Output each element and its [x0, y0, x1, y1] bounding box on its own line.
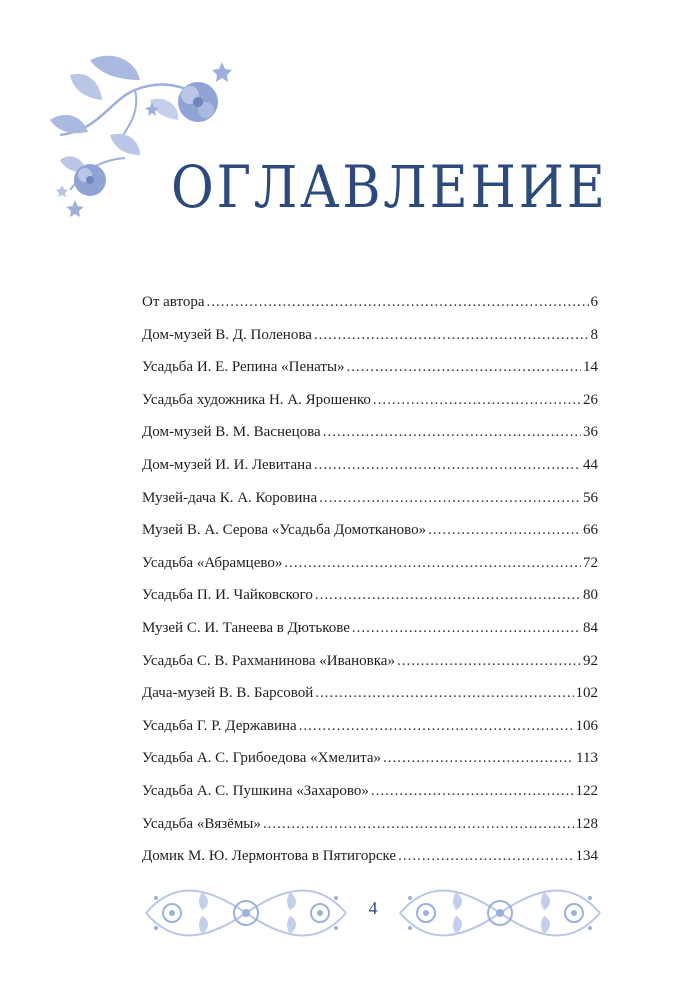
- toc-entry-page: 84: [583, 619, 598, 636]
- toc-entry-label: Усадьба П. И. Чайковского: [142, 587, 313, 604]
- toc-entry: [142, 775, 598, 808]
- toc-entry-label: Музей В. А. Серова «Усадьба Домотканово»: [142, 522, 427, 539]
- folk-ornament-icon: [396, 878, 604, 948]
- toc-entry: [142, 840, 598, 873]
- toc-leader: [314, 319, 589, 352]
- toc-entry: [142, 808, 598, 841]
- toc-entry-page: 80: [583, 587, 598, 604]
- toc-leader: [299, 710, 574, 743]
- toc-leader: [323, 416, 581, 449]
- toc-entry-label: Дом-музей В. Д. Поленова: [142, 326, 312, 343]
- folk-ornament-icon: [142, 878, 350, 948]
- toc-entry-label: Усадьба А. С. Грибоедова «Хмелита»: [142, 750, 382, 767]
- toc-entry-label: Домик М. Ю. Лермонтова в Пятигорске: [142, 848, 397, 865]
- toc-leader: [398, 840, 573, 873]
- toc-entry-page: 134: [575, 848, 598, 865]
- toc-entry-page: 113: [576, 750, 598, 767]
- toc-leader: [371, 775, 574, 808]
- toc-entry-label: Усадьба А. С. Пушкина «Захарово»: [142, 782, 369, 799]
- toc-entry: [142, 579, 598, 612]
- toc-entry-label: Усадьба «Вязёмы»: [142, 815, 261, 832]
- toc-entry: [142, 482, 598, 515]
- toc-entry-label: Усадьба Г. Р. Державина: [142, 717, 297, 734]
- toc-entry: [142, 351, 598, 384]
- toc-leader: [315, 579, 581, 612]
- toc-entry-page: 102: [575, 685, 598, 702]
- toc-leader: [397, 645, 581, 678]
- toc-entry: [142, 384, 598, 417]
- toc-leader: [352, 612, 581, 645]
- toc-entry-page: 72: [583, 554, 598, 571]
- toc-entry: [142, 612, 598, 645]
- toc-leader: [383, 742, 574, 775]
- toc-entry: [142, 710, 598, 743]
- toc-leader: [428, 514, 581, 547]
- toc-entry-label: От автора: [142, 294, 205, 310]
- toc-entry: [142, 645, 598, 678]
- toc-entry-page: 8: [590, 326, 598, 343]
- toc-entry-page: 44: [583, 456, 598, 473]
- toc-leader: [315, 677, 573, 710]
- toc-entry-page: 92: [583, 652, 598, 669]
- toc-leader: [207, 286, 589, 319]
- toc-leader: [319, 482, 581, 515]
- toc-entry-label: Музей-дача К. А. Коровина: [142, 489, 318, 506]
- toc-leader: [314, 449, 581, 482]
- toc-entry-label: Усадьба И. Е. Репина «Пенаты»: [142, 359, 345, 376]
- toc-entry: [142, 547, 598, 580]
- toc-entry-page: 106: [575, 717, 598, 734]
- toc-entry-page: 66: [583, 522, 598, 539]
- page-number: 4: [368, 898, 378, 918]
- toc-entry-label: Дача-музей В. В. Барсовой: [142, 685, 314, 702]
- toc-leader: [284, 547, 581, 580]
- toc-entry-label: Усадьба С. В. Рахманинова «Ивановка»: [142, 652, 395, 669]
- toc-leader: [373, 384, 581, 417]
- toc-entry: [142, 286, 598, 319]
- toc-entry-page: 6: [590, 294, 598, 310]
- toc-entry: [142, 514, 598, 547]
- toc-entry: [142, 416, 598, 449]
- toc-entry-page: 36: [583, 424, 598, 441]
- toc-entry-page: 122: [575, 782, 598, 799]
- toc-entry: [142, 677, 598, 710]
- toc-entry-page: 26: [583, 391, 598, 408]
- toc-entry: [142, 449, 598, 482]
- page-title: ОГЛАВЛЕНИЕ: [171, 153, 608, 221]
- toc-leader: [263, 808, 574, 841]
- table-of-contents: [142, 286, 598, 873]
- toc-entry: [142, 742, 598, 775]
- toc-entry-label: Музей С. И. Танеева в Дютькове: [142, 619, 350, 636]
- toc-entry: [142, 319, 598, 352]
- toc-entry-label: Дом-музей И. И. Левитана: [142, 456, 312, 473]
- toc-entry-page: 14: [583, 359, 598, 376]
- toc-entry-page: 56: [583, 489, 598, 506]
- toc-entry-label: Усадьба художника Н. А. Ярошенко: [142, 391, 371, 408]
- toc-entry-label: Усадьба «Абрамцево»: [142, 554, 283, 571]
- toc-leader: [347, 351, 581, 384]
- toc-entry-page: 128: [575, 815, 598, 832]
- toc-entry-label: Дом-музей В. М. Васнецова: [142, 424, 321, 441]
